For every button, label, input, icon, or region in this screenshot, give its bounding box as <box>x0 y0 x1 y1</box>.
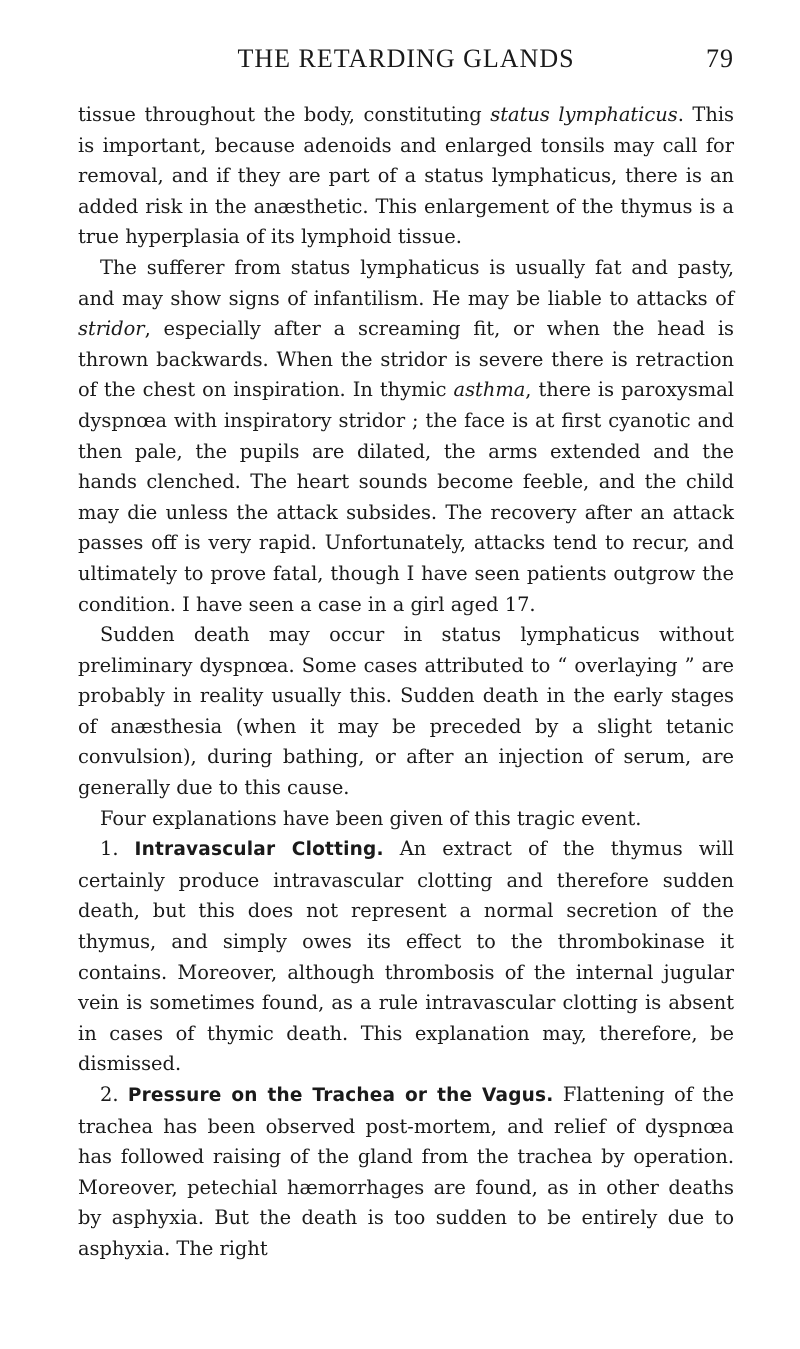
body-text <box>78 100 734 1265</box>
paragraph-text: , especially after a screaming fit, or when the head is thrown backwards. When the stridor is severe there is retraction of the chest on inspiration. In thymic <box>78 317 734 402</box>
paragraph-text: An extract of the thymus will certainly produce intravascular clotting and therefore sudden death, but this does not represent a normal secretion of the thymus, and simply owes its effect to the thrombokinase it contains. Moreover, although thrombosis of the internal jugular vein is sometimes found, as a rule intravascular clotting is absent in cases of thymic death. This explanation may, therefore, be dismissed. <box>78 837 734 1076</box>
run-in-heading-pressure-trachea-vagus: Pressure on the Trachea or the Vagus. <box>127 1085 554 1106</box>
italic-term-stridor: stridor <box>78 317 145 341</box>
list-number: 1. <box>100 837 135 861</box>
running-title: THE RETARDING GLANDS <box>237 44 575 73</box>
paragraph-5 <box>78 834 734 1080</box>
paragraph-3 <box>78 620 734 804</box>
paragraph-text: Flattening of the trachea has been observed post-mortem, and relief of dyspnœa has followed raising of the gland from the trachea by operation. Moreover, petechial hæmorrhages are found, as in other deaths by asphyxia. But the death is too sudden to be entirely due to asphyxia. The right <box>78 1083 734 1260</box>
paragraph-text: Sudden death may occur in status lymphaticus without preliminary dyspnœa. Some cases attributed to “ overlaying ” are probably in reality usually this. Sudden death in the early stages of anæsthesia (when it may be preceded by a slight tetanic convulsion), during bathing, or after an injection of serum, are generally due to this cause. <box>78 623 734 800</box>
italic-term-asthma: asthma <box>453 378 526 402</box>
page-header <box>78 44 734 88</box>
paragraph-text: . This is important, because adenoids and enlarged tonsils may call for removal, and if they are part of a status lymphaticus, there is an added risk in the anæsthetic. This enlargement of the thymus is a true hyperplasia of its lymphoid tissue. <box>78 103 735 249</box>
paragraph-6 <box>78 1080 734 1265</box>
paragraph-2 <box>78 253 734 620</box>
paragraph-text: The sufferer from status lymphaticus is usually fat and pasty, and may show signs of infantilism. He may be liable to attacks of <box>78 255 734 310</box>
paragraph-text: , there is paroxysmal dyspnœa with inspiratory stridor ; the face is at first cyanotic and then pale, the pupils are dilated, the arms extended and the hands clenched. The heart sounds become feeble, and the child may die unless the attack subsides. The recovery after an attack passes off is very rapid. Unfortunately, attacks tend to recur, and ultimately to prove fatal, though I have seen patients outgrow the condition. I have seen a case in a girl aged 17. <box>78 378 734 616</box>
paragraph-4 <box>78 804 734 835</box>
list-number: 2. <box>100 1083 128 1106</box>
book-page <box>78 44 734 1265</box>
paragraph-text: Four explanations have been given of this tragic event. <box>100 806 642 830</box>
run-in-heading-intravascular-clotting: Intravascular Clotting. <box>134 839 384 861</box>
italic-term-status-lymphaticus: status lymphaticus <box>490 103 678 126</box>
page-number: 79 <box>706 44 734 73</box>
paragraph-1 <box>78 100 734 253</box>
paragraph-text: tissue throughout the body, constituting <box>78 103 491 126</box>
